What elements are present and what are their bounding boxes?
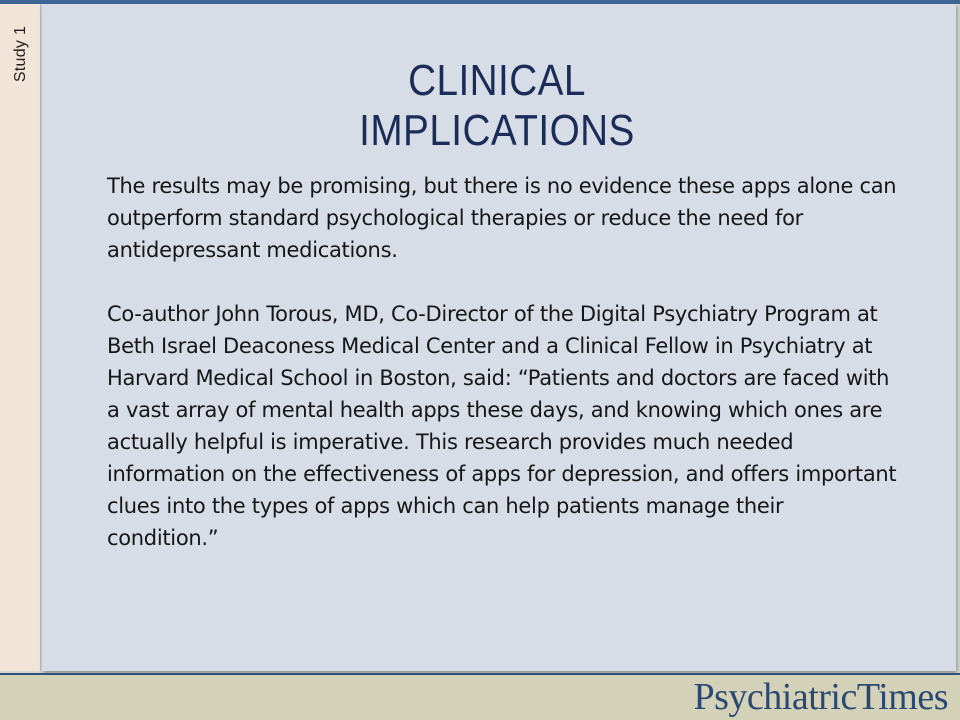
slide-title: CLINICAL IMPLICATIONS [359, 56, 635, 155]
body-paragraph-quote: Co-author John Torous, MD, Co-Director of the Digital Psychiatry Program at Beth Israel Deaconess Medical Center and a Clinical Fellow in Psychiatry at Harvard Medical School in Boston, said: “Patients and doctors are faced with a vast array of mental health apps these days, and knowing which ones are actually helpful is imperative. This research provides much needed information on the effectiveness of apps for depression, and offers important clues into the types of apps which can help patients manage their condition.” [107, 302, 897, 550]
content-panel [42, 4, 956, 671]
side-tab [0, 4, 41, 671]
side-tab-label: Study 1 [12, 25, 29, 83]
publisher-logo: PsychiatricTimes [693, 676, 948, 718]
body-paragraph-results: The results may be promising, but there is no evidence these apps alone can outperform standard psychological therapies or reduce the need for antidepressant medications. [107, 174, 897, 262]
